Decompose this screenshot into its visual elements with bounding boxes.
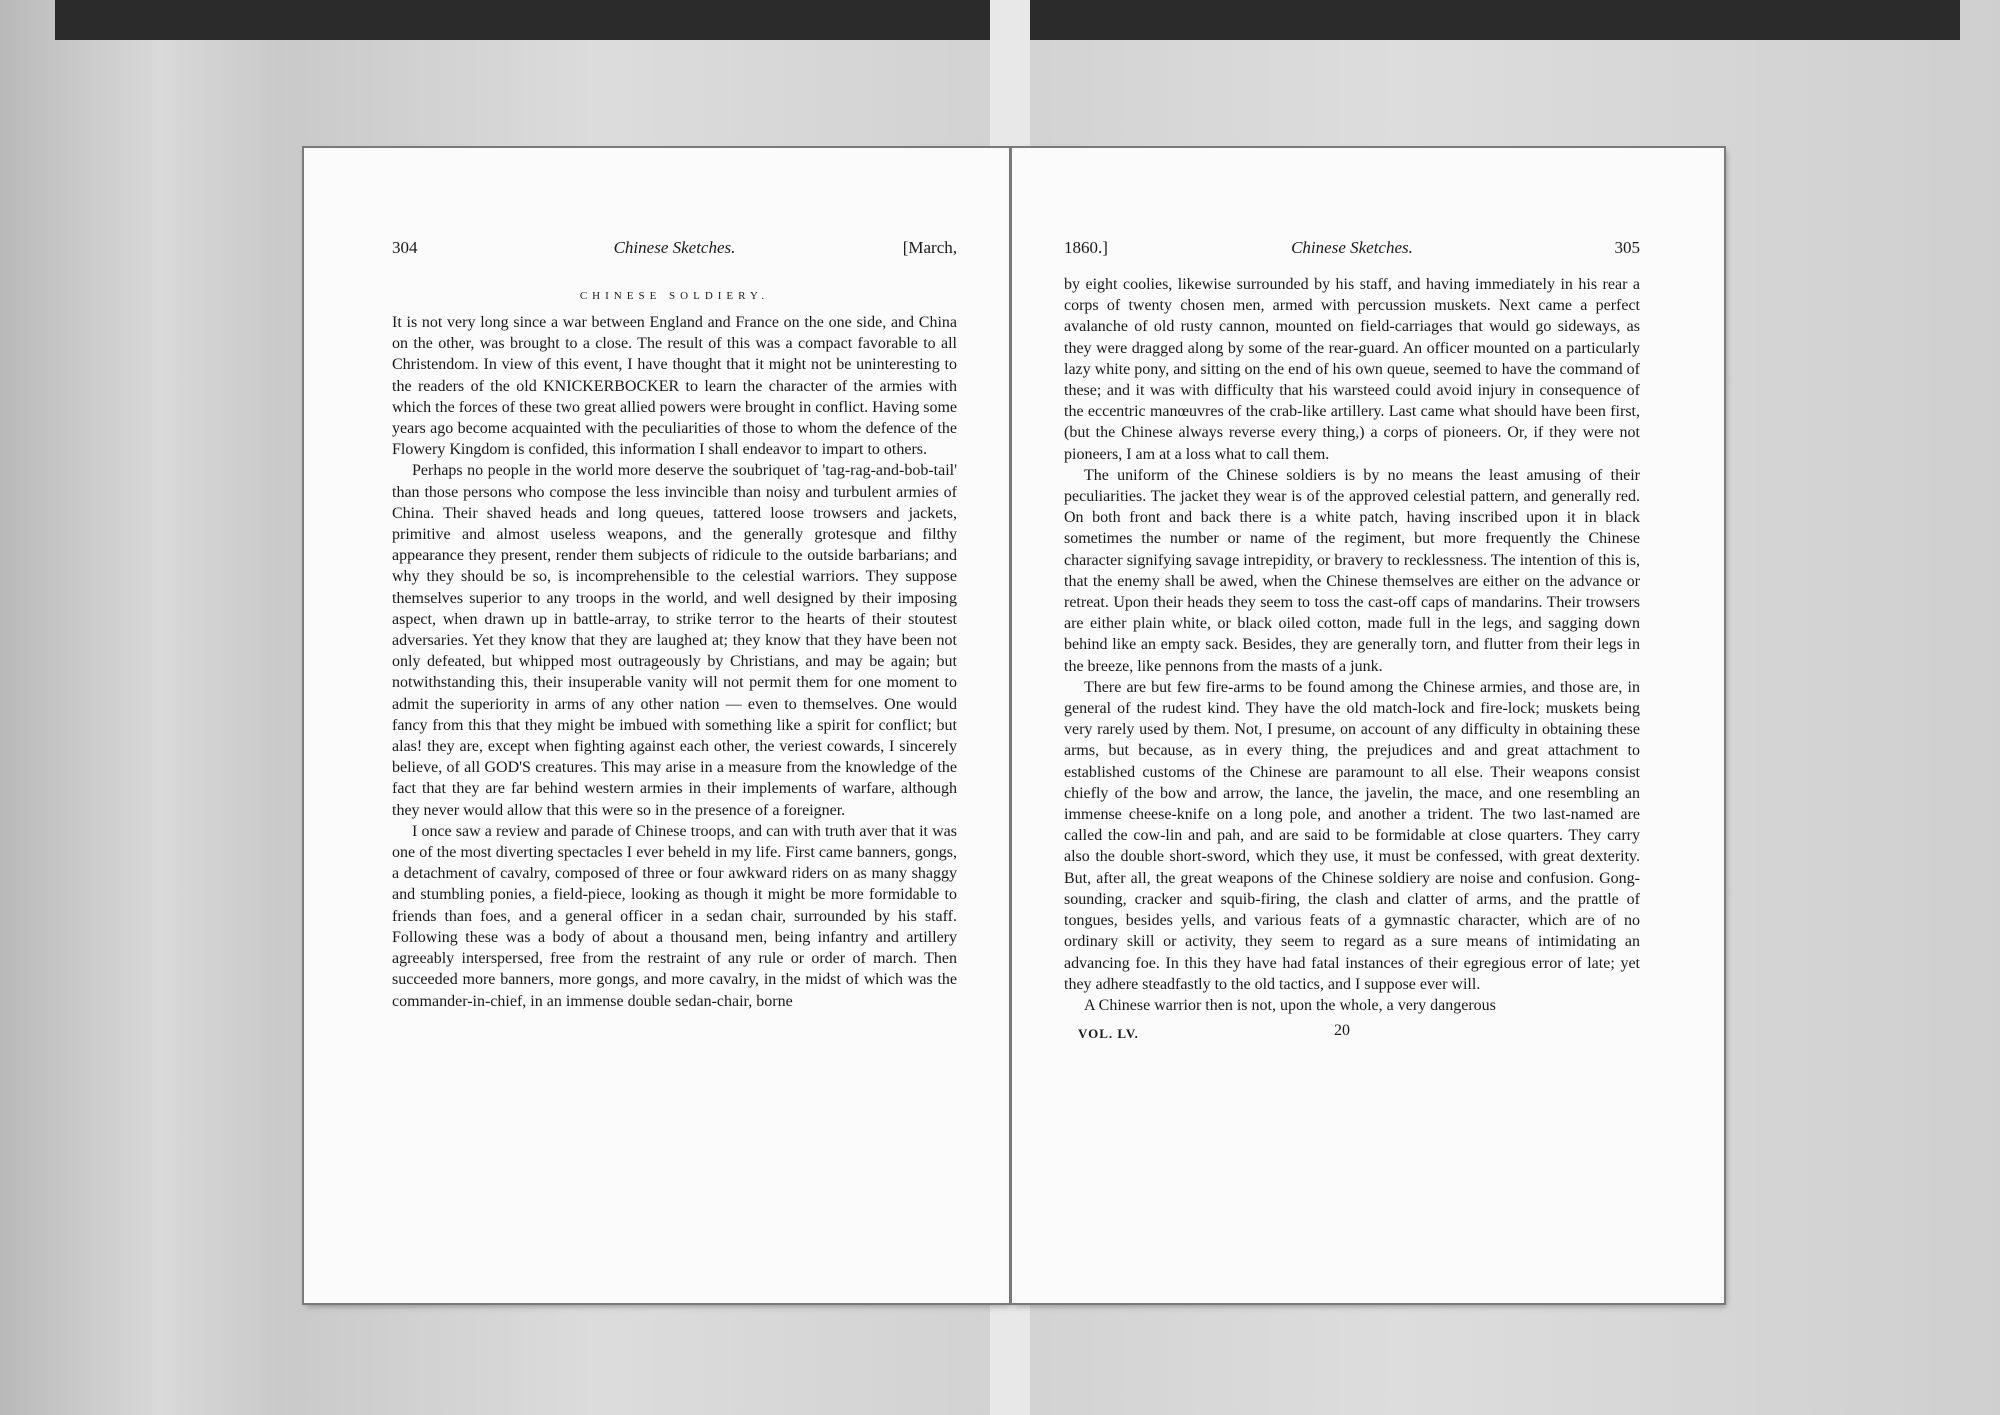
right-paragraph-1: by eight coolies, likewise surrounded by his staff, and having immediately in his rear a corps of twenty chosen men, armed with percussion muskets. Next came a perfect avalanche of old rusty cannon, mounted on field-carriages that would go sideways, as they were dragged along by some of the rear-guard. An officer mounted on a particularly lazy white pony, and sitting on the end of his own queue, seemed to have the command of these; and it was with difficulty that his warsteed could avoid injury in consequence of the eccentric manœuvres of the crab-like artillery. Last came what should have been first, (but the Chinese always reverse every thing,) a corps of pioneers. Or, if they were not pioneers, I am at a loss what to call them. [1064, 276, 1640, 463]
right-page [1012, 148, 1724, 1303]
left-running-title: Chinese Sketches. [613, 238, 736, 257]
right-text-block [1064, 274, 1640, 1016]
signature-line [1064, 1022, 1640, 1048]
right-page-number: 305 [1614, 238, 1640, 257]
left-running-head [392, 238, 957, 268]
left-paragraph-3: I once saw a review and parade of Chinese troops, and can with truth aver that it was one of the most diverting spectacles I ever beheld in my life. First came banners, gongs, a detachment of cavalry, composed of three or four awkward riders on as many shaggy and stumbling ponies, a field-piece, looking as though it might be more formidable to friends than foes, and a general officer in a sedan chair, surrounded by his staff. Following these was a body of about a thousand men, being infantry and artillery agreeably interspersed, free from the restraint of any rule or order of march. Then succeeded more banners, more gongs, and more cavalry, in the midst of which was the commander-in-chief, in an immense double sedan-chair, borne [392, 822, 957, 1010]
left-text-block [392, 312, 957, 1012]
right-paragraph-2: The uniform of the Chinese soldiers is by no means the least amusing of their peculiarities. The jacket they wear is of the approved celestial pattern, and generally red. On both front and back there is a white patch, having inscribed upon it in black sometimes the number or name of the regiment, but more frequently the Chinese character signifying savage intrepidity, or bravery to recklessness. The intention of this is, that the enemy shall be awed, when the Chinese themselves are either on the advance or retreat. Upon their heads they seem to toss the cast-off caps of mandarins. Their trowsers are either plain white, or black oiled cotton, made full in the legs, and sagging down behind like an empty sack. Besides, they are generally torn, and flutter from their legs in the breeze, like pennons from the masts of a junk. [1064, 466, 1640, 675]
volume-signature: VOL. LV. [1078, 1026, 1139, 1042]
gathering-number: 20 [1334, 1022, 1350, 1040]
scan-top-shadow-right [1030, 0, 1960, 40]
right-running-title: Chinese Sketches. [1291, 238, 1413, 257]
section-title: CHINESE SOLDIERY. [579, 290, 770, 302]
left-paragraph-2: Perhaps no people in the world more deserve the soubriquet of 'tag-rag-and-bob-tail' than those persons who compose the less invincible than noisy and turbulent armies of China. Their shaved heads and long queues, tattered loose trowsers and jackets, primitive and almost useless weapons, and the generally grotesque and filthy appearance they present, render them subjects of ridicule to the outside barbarians; and why they should be so, is incomprehensible to the celestial warriors. They suppose themselves superior to any troops in the world, and well designed by their imposing aspect, when drawn up in battle-array, to strike terror to the hearts of their stoutest adversaries. Yet they know that they are laughed at; they know that they have been not only defeated, but whipped most outrageously by Christians, and may be again; but notwithstanding this, their insuperable vanity will not permit them for one moment to admit the superiority in arms of any other nation — even to themselves. One would fancy from this that they might be imbued with something like a spirit for conflict; but alas! they are, except when fighting against each other, the veriest cowards, I sincerely believe, of all GOD'S creatures. This may arise in a measure from the knowledge of the fact that they are far behind western armies in their implements of warfare, although they never would allow that this were so in the presence of a foreigner. [392, 462, 957, 819]
right-paragraph-4: A Chinese warrior then is not, upon the whole, a very dangerous [1084, 996, 1496, 1014]
left-page-number: 304 [392, 238, 418, 257]
right-running-date: 1860.] [1064, 238, 1108, 257]
right-paragraph-3: There are but few fire-arms to be found among the Chinese armies, and those are, in general of the rudest kind. They have the old match-lock and fire-lock; muskets being very rarely used by them. Not, I presume, on account of any difficulty in obtaining these arms, but because, as in every thing, the prejudices and and great attachment to established customs of the Chinese are paramount to all else. Their weapons consist chiefly of the bow and arrow, the lance, the javelin, the mace, and one resembling an immense cheese-knife on a long pole, and another a trident. The two last-named are called the cow-lin and pah, and are said to be formidable at close quarters. They carry also the double short-sword, which they use, it must be confessed, with great dexterity. But, after all, the great weapons of the Chinese soldiery are noise and confusion. Gong-sounding, cracker and squib-firing, the clash and clatter of arms, and the prattle of tongues, besides yells, and various feats of a gymnastic character, which are of no ordinary skill or activity, they seem to regard as a sure means of intimidating an advancing foe. In this they have had fatal instances of their egregious error of late; yet they adhere steadfastly to the old tactics, and I suppose ever will. [1064, 678, 1640, 993]
left-page [304, 148, 1009, 1303]
left-running-date: [March, [902, 238, 957, 257]
left-paragraph-1: It is not very long since a war between England and France on the one side, and China on the other, was brought to a close. The result of this was a compact favorable to all Christendom. In view of this event, I have thought that it might not be uninteresting to the readers of the old KNICKERBOCKER to learn the character of the armies with which the forces of these two great allied powers were brought in conflict. Having some years ago become acquainted with the peculiarities of those to whom the defence of the Flowery Kingdom is confided, this information I shall endeavor to impart to others. [392, 314, 957, 459]
right-running-head [1064, 238, 1640, 268]
scan-top-shadow-left [55, 0, 990, 40]
